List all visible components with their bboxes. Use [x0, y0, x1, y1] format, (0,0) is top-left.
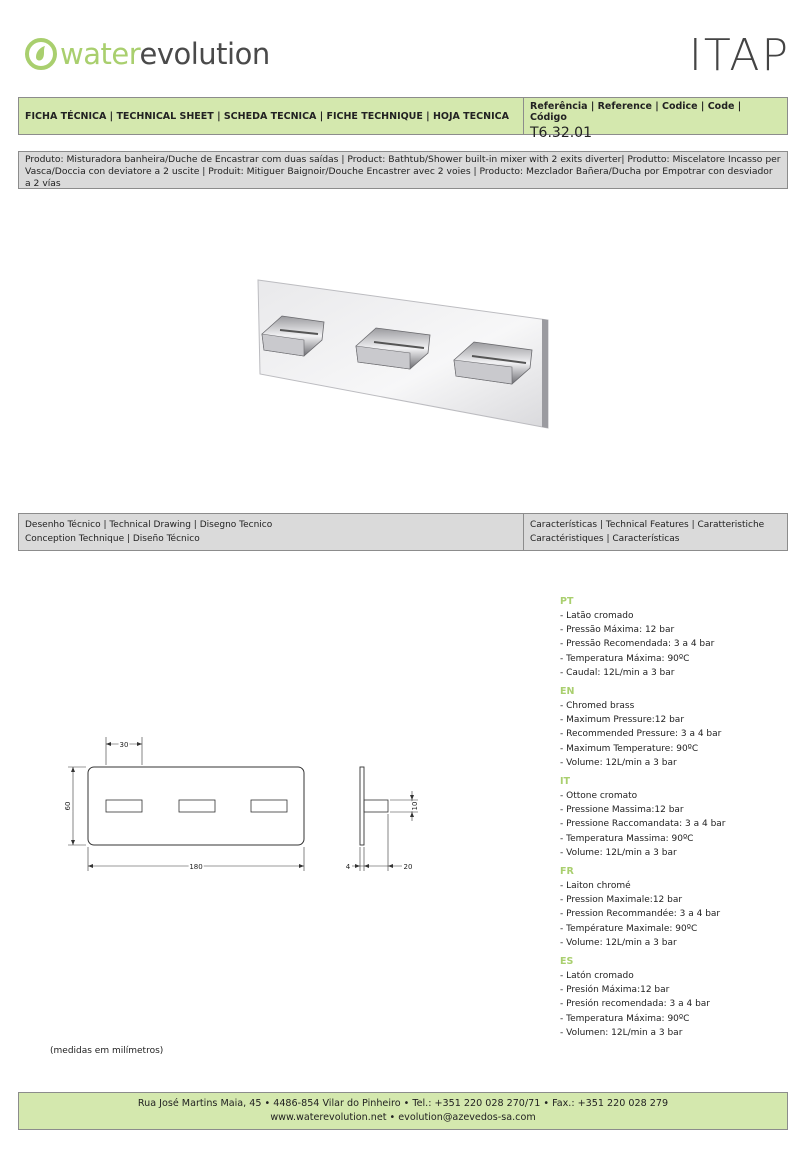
technical-drawing [60, 735, 430, 875]
dim-depth-large: 20 [403, 863, 413, 871]
product-photo [252, 278, 552, 433]
logo-word-water: water [60, 37, 140, 71]
feature-item: - Pression Recommandée: 3 a 4 bar [560, 909, 721, 920]
features-section-title [524, 514, 787, 550]
feature-item: - Presión Máxima:12 bar [560, 985, 670, 996]
sheet-title: FICHA TÉCNICA | TECHNICAL SHEET | SCHEDA TECNICA | FICHE TECHNIQUE | HOJA TECNICA [19, 98, 524, 134]
feature-item: - Latón cromado [560, 971, 634, 982]
dim-depth-small: 4 [345, 863, 351, 871]
footer-web-email: www.waterevolution.net • evolution@azevedos-sa.com [270, 1112, 536, 1123]
feature-item: - Pressão Máxima: 12 bar [560, 625, 675, 636]
features-title-line1: Características | Technical Features | Caratteristiche [530, 520, 765, 530]
feature-item: - Recommended Pressure: 3 a 4 bar [560, 729, 722, 740]
feature-item: - Presión recomendada: 3 a 4 bar [560, 999, 711, 1010]
feature-item: - Volumen: 12L/min a 3 bar [560, 1027, 683, 1038]
feature-item: - Ottone cromato [560, 791, 638, 802]
drawing-section-title [19, 514, 524, 550]
feature-item: - Maximum Temperature: 90ºC [560, 743, 699, 754]
feature-item: - Chromed brass [560, 701, 635, 712]
feature-item: - Caudal: 12L/min a 3 bar [560, 667, 675, 678]
brand-name: ITAP [688, 30, 790, 81]
features-group-pt [560, 595, 800, 680]
reference-box [524, 98, 787, 141]
features-list [560, 590, 800, 1040]
features-lang-pt: PT [560, 596, 574, 607]
feature-item: - Pressione Raccomandata: 3 a 4 bar [560, 819, 726, 830]
features-lang-it: IT [560, 776, 571, 788]
product-description: Produto: Misturadora banheira/Duche de Encastrar com duas saídas | Product: Bathtub/Shower built-in mixer with 2 exits diverter| Produtto: Miscelatore Incasso per Vasca/Doccia con deviatore a 2 uscite | Produit: Mitiguer Baignoir/Douche Encastrer avec 2 voies | Producto: Mezclador Bañera/Ducha por Empotrar con desviador a 2 vías [18, 151, 788, 189]
feature-item: - Pressão Recomendada: 3 a 4 bar [560, 639, 715, 650]
dim-width-top: 30 [119, 741, 129, 749]
feature-item: - Pressione Massima:12 bar [560, 805, 684, 816]
features-group-it [560, 775, 800, 860]
feature-item: - Temperatura Massima: 90ºC [560, 833, 694, 844]
footer-address: Rua José Martins Maia, 45 • 4486-854 Vilar do Pinheiro • Tel.: +351 220 028 270/71 • Fax.: +351 220 028 279 [137, 1098, 669, 1109]
feature-item: - Volume: 12L/min a 3 bar [560, 937, 677, 948]
feature-item: - Latão cromado [560, 611, 634, 621]
feature-item: - Temperatura Máxima: 90ºC [560, 653, 690, 664]
company-logo [24, 32, 270, 76]
features-group-fr [560, 865, 800, 950]
features-group-es [560, 955, 800, 1040]
feature-item: - Pression Maximale:12 bar [560, 895, 683, 906]
drawing-title-line1: Desenho Técnico | Technical Drawing | Disegno Tecnico [25, 520, 273, 530]
features-lang-en: EN [560, 686, 575, 698]
footer-contact-bar [18, 1092, 788, 1130]
feature-item: - Laiton chromé [560, 881, 631, 892]
logo-text [60, 37, 270, 71]
feature-item: - Volume: 12L/min a 3 bar [560, 847, 677, 858]
feature-item: - Temperatura Máxima: 90ºC [560, 1013, 690, 1024]
feature-item: - Volume: 12L/min a 3 bar [560, 757, 677, 768]
dim-total-width: 180 [189, 863, 203, 871]
section-header-bar [18, 513, 788, 551]
logo-word-evolution: evolution [139, 37, 270, 71]
reference-label: Referência | Reference | Codice | Code | Código [530, 101, 742, 123]
features-group-en [560, 685, 800, 770]
features-lang-es: ES [560, 956, 574, 968]
units-note: (medidas em milímetros) [50, 1046, 164, 1056]
sheet-header-bar [18, 97, 788, 141]
water-drop-logo-icon [24, 37, 58, 71]
feature-item: - Température Maximale: 90ºC [560, 923, 698, 934]
dim-height-left: 60 [64, 801, 72, 811]
features-lang-fr: FR [560, 866, 574, 878]
dim-handle-height: 10 [411, 801, 419, 811]
reference-value: T6.32.01 [530, 125, 592, 141]
feature-item: - Maximum Pressure:12 bar [560, 715, 685, 726]
features-title-line2: Caractéristiques | Características [530, 534, 680, 544]
drawing-title-line2: Conception Technique | Diseño Técnico [25, 534, 200, 544]
